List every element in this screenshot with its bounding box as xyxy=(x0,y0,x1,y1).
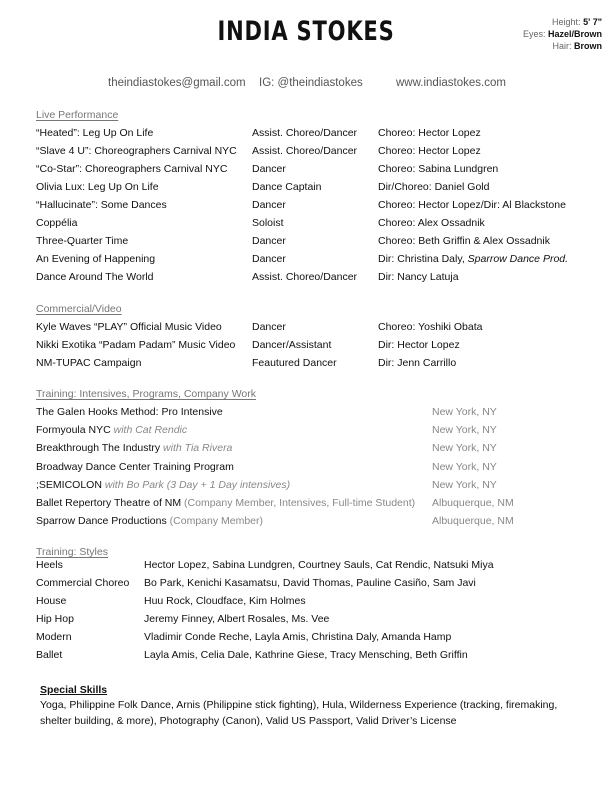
style-name: Hip Hop xyxy=(36,613,74,625)
instagram-text: IG: @theindiastokes xyxy=(259,77,363,89)
style-teachers: Layla Amis, Celia Dale, Kathrine Giese, Tracy Mensching, Beth Griffin xyxy=(144,649,468,661)
show-title: Nikki Exotika “Padam Padam” Music Video xyxy=(36,339,236,351)
style-teachers: Jeremy Finney, Albert Rosales, Ms. Vee xyxy=(144,613,330,625)
style-name: Commercial Choreo xyxy=(36,577,130,589)
training-programs-title: Training: Intensives, Programs, Company Work xyxy=(36,388,256,400)
credit-text xyxy=(378,253,568,265)
location-text: New York, NY xyxy=(432,424,497,437)
program-text xyxy=(36,479,290,491)
credit-main: Choreo: Beth Griffin & Alex Ossadnik xyxy=(378,235,550,247)
credit-main: Dir/Choreo: Daniel Gold xyxy=(378,181,490,193)
resume-name: INDIA STOKES xyxy=(217,16,395,47)
program-text xyxy=(36,515,263,527)
training-program-row xyxy=(0,406,612,424)
live-performance-title: Live Performance xyxy=(36,109,119,121)
program-note: with Bo Park (3 Day + 1 Day intensives) xyxy=(101,478,291,491)
program-note: (Company Member, Intensives, Full-time Student) xyxy=(181,497,416,509)
location-text: Albuquerque, NM xyxy=(432,515,514,528)
credit-text xyxy=(378,235,550,247)
training-style-row xyxy=(0,631,612,649)
credit-main: Choreo: Hector Lopez xyxy=(378,127,481,139)
live-performance-row xyxy=(0,253,612,271)
role-text: Dancer xyxy=(252,163,286,175)
style-name: House xyxy=(36,595,67,607)
role-text: Dancer xyxy=(252,199,286,211)
credit-main: Dir: Nancy Latuja xyxy=(378,271,459,283)
program-name: Ballet Repertory Theatre of NM xyxy=(36,497,182,509)
special-skills-title: Special Skills xyxy=(40,684,108,696)
hair-line: Hair: Brown xyxy=(552,41,602,51)
training-program-row xyxy=(0,479,612,497)
location-text: New York, NY xyxy=(432,406,497,418)
program-name: Breakthrough The Industry xyxy=(36,442,161,455)
show-title: Coppélia xyxy=(36,217,78,229)
program-name: Sparrow Dance Productions xyxy=(36,515,167,528)
live-performance-row xyxy=(0,217,612,235)
email-text: theindiastokes@gmail.com xyxy=(108,77,246,89)
program-note: with Tia Rivera xyxy=(160,442,233,455)
role-text: Dancer xyxy=(252,253,286,265)
style-name: Ballet xyxy=(36,649,63,661)
program-note: (Company Member) xyxy=(166,515,264,528)
role-text: Soloist xyxy=(252,217,284,229)
show-title: “Co-Star”: Choreographers Carnival NYC xyxy=(36,163,228,175)
style-teachers: Hector Lopez, Sabina Lundgren, Courtney Sauls, Cat Rendic, Natsuki Miya xyxy=(144,559,494,571)
commercial-video-row xyxy=(0,357,612,375)
style-name: Modern xyxy=(36,631,72,643)
credit-text xyxy=(378,163,498,175)
program-name: Formyoula NYC xyxy=(36,424,111,437)
style-teachers: Vladimir Conde Reche, Layla Amis, Christina Daly, Amanda Hamp xyxy=(144,631,452,643)
program-text xyxy=(36,424,187,436)
credit-text: Dir: Jenn Carrillo xyxy=(378,357,457,369)
eyes-line: Eyes: Hazel/Brown xyxy=(522,29,602,39)
credit-text xyxy=(378,199,566,211)
style-name: Heels xyxy=(36,559,63,571)
program-text xyxy=(36,461,234,473)
credit-text xyxy=(378,127,481,139)
program-name: Broadway Dance Center Training Program xyxy=(36,460,234,473)
role-text: Dancer xyxy=(252,321,286,333)
location-text: New York, NY xyxy=(432,442,497,455)
credit-main: Choreo: Hector Lopez xyxy=(378,145,481,157)
style-teachers: Bo Park, Kenichi Kasamatsu, David Thomas, Pauline Casiño, Sam Javi xyxy=(144,577,476,589)
physical-stats xyxy=(523,16,602,52)
credit-main: Choreo: Sabina Lundgren xyxy=(378,163,499,175)
training-style-row xyxy=(0,613,612,631)
credit-text: Dir: Hector Lopez xyxy=(378,339,460,351)
role-text: Dance Captain xyxy=(252,181,322,193)
credit-text: Choreo: Yoshiki Obata xyxy=(378,321,483,333)
live-performance-row xyxy=(0,145,612,163)
live-performance-row xyxy=(0,163,612,181)
training-style-row xyxy=(0,559,612,577)
role-text: Dancer xyxy=(252,235,286,247)
credit-main: Choreo: Hector Lopez/Dir: Al Blackstone xyxy=(378,199,566,211)
show-title: Kyle Waves “PLAY” Official Music Video xyxy=(36,321,222,333)
live-performance-row xyxy=(0,199,612,217)
location-text: Albuquerque, NM xyxy=(432,497,514,509)
location-text: New York, NY xyxy=(432,460,497,473)
live-performance-row xyxy=(0,235,612,253)
credit-text xyxy=(378,217,485,229)
role-text: Assist. Choreo/Dancer xyxy=(252,271,358,283)
program-name: ;SEMICOLON xyxy=(36,478,102,491)
program-text xyxy=(36,406,223,418)
training-program-row xyxy=(0,424,612,442)
show-title: An Evening of Happening xyxy=(36,253,156,265)
program-text xyxy=(36,497,415,509)
credit-main: Dir: Christina Daly, xyxy=(378,253,468,265)
training-program-row xyxy=(0,461,612,479)
show-title: “Hallucinate”: Some Dances xyxy=(36,199,167,211)
live-performance-row xyxy=(0,127,612,145)
special-skills-text: Yoga, Philippine Folk Dance, Arnis (Philippine stick fighting), Hula, Wilderness Experience (tracking, firemaking, shelter building, & more), Photography (Canon), Valid US Passport, Valid Driver’s License xyxy=(40,699,558,727)
program-text xyxy=(36,442,232,454)
training-style-row xyxy=(0,577,612,595)
show-title: Olivia Lux: Leg Up On Life xyxy=(36,181,159,193)
training-program-row xyxy=(0,442,612,460)
location-text: New York, NY xyxy=(432,478,497,491)
show-title: Dance Around The World xyxy=(36,271,154,283)
website-text: www.indiastokes.com xyxy=(396,77,506,89)
training-style-row xyxy=(0,595,612,613)
role-text: Dancer/Assistant xyxy=(252,339,332,351)
style-teachers: Huu Rock, Cloudface, Kim Holmes xyxy=(144,595,306,607)
role-text: Assist. Choreo/Dancer xyxy=(252,127,358,139)
show-title: Three-Quarter Time xyxy=(36,235,129,247)
show-title: NM-TUPAC Campaign xyxy=(36,357,142,369)
role-text: Feautured Dancer xyxy=(252,357,337,369)
program-note: with Cat Rendic xyxy=(110,424,188,437)
program-name: The Galen Hooks Method: Pro Intensive xyxy=(36,406,223,418)
credit-main: Choreo: Alex Ossadnik xyxy=(378,217,485,229)
credit-company: Sparrow Dance Prod. xyxy=(467,253,569,265)
commercial-video-title: Commercial/Video xyxy=(36,303,122,315)
credit-text xyxy=(378,181,489,193)
training-program-row xyxy=(0,515,612,533)
role-text: Assist. Choreo/Dancer xyxy=(252,145,358,157)
credit-text xyxy=(378,271,459,283)
show-title: “Slave 4 U”: Choreographers Carnival NYC xyxy=(36,145,237,157)
live-performance-row xyxy=(0,271,612,289)
training-program-row xyxy=(0,497,612,515)
credit-text xyxy=(378,145,481,157)
training-styles-title: Training: Styles xyxy=(36,546,108,558)
live-performance-row xyxy=(0,181,612,199)
height-line: Height: 5' 7" xyxy=(552,17,602,27)
show-title: “Heated”: Leg Up On Life xyxy=(36,127,154,139)
commercial-video-row xyxy=(0,321,612,339)
training-style-row xyxy=(0,649,612,667)
commercial-video-row xyxy=(0,339,612,357)
